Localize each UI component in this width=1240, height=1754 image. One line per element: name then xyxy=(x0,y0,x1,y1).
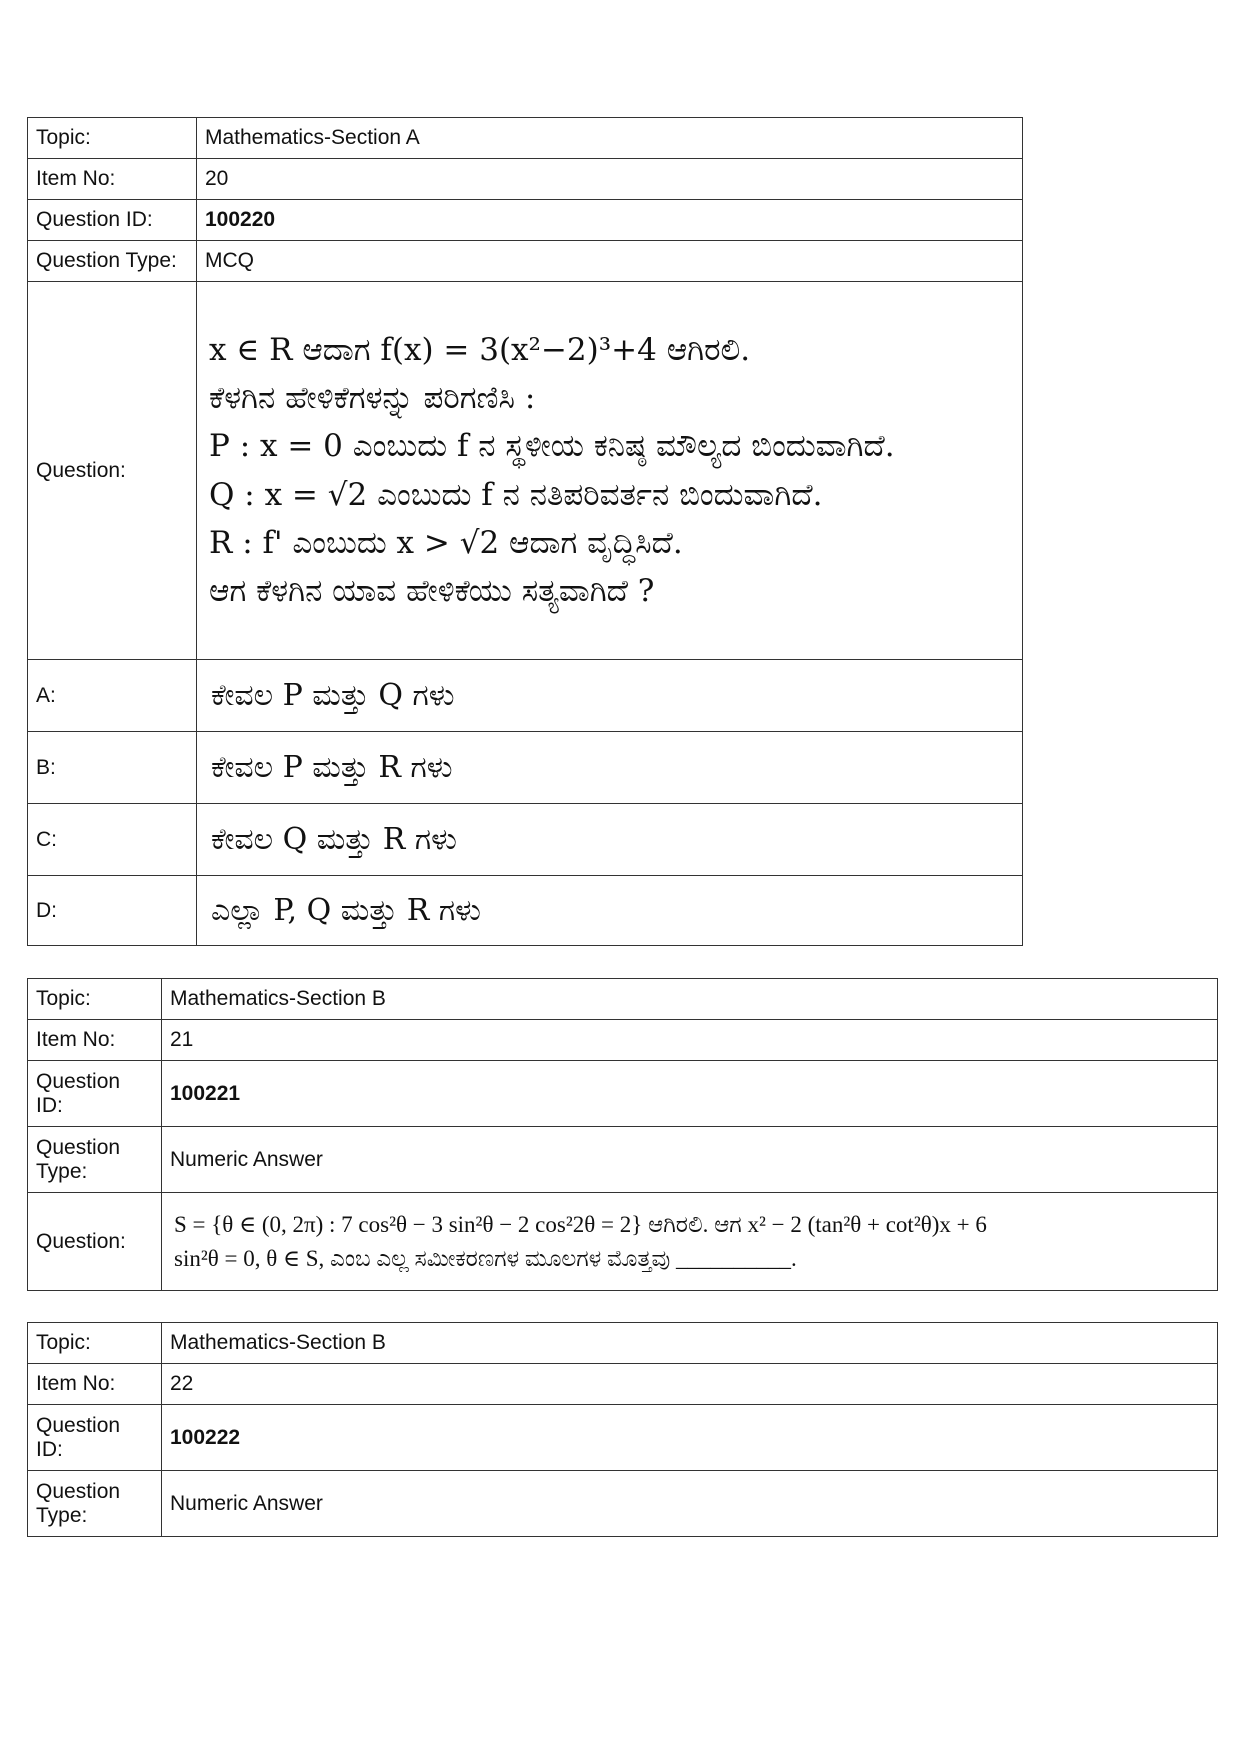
question-line: P : x = 0 ಎಂಬುದು f ನ ಸ್ಥಳೀಯ ಕನಿಷ್ಠ ಮೌಲ್ಯದ ಬಿಂದುವಾಗಿದೆ. xyxy=(209,428,895,465)
question-type-label: Question Type: xyxy=(28,1471,162,1537)
item-no-label: Item No: xyxy=(28,1364,162,1405)
item-no-value: 22 xyxy=(162,1364,1218,1405)
topic-value: Mathematics-Section A xyxy=(197,118,1023,159)
option-a-label: A: xyxy=(28,660,197,732)
question-type-value: Numeric Answer xyxy=(162,1127,1218,1193)
item-no-value: 21 xyxy=(162,1020,1218,1061)
question-table-20 xyxy=(27,117,1023,946)
question-label: Question: xyxy=(28,282,197,660)
topic-value: Mathematics-Section B xyxy=(162,1323,1218,1364)
option-d-label: D: xyxy=(28,876,197,946)
question-line: ಕೆಳಗಿನ ಹೇಳಿಕೆಗಳನ್ನು ಪರಿಗಣಿಸಿ : xyxy=(209,380,536,417)
question-type-label: Question Type: xyxy=(28,1127,162,1193)
topic-label: Topic: xyxy=(28,1323,162,1364)
option-c-text: ಕೇವಲ Q ಮತ್ತು R ಗಳು xyxy=(197,804,1023,876)
question-label: Question: xyxy=(28,1193,162,1291)
question-id-label: Question ID: xyxy=(28,200,197,241)
topic-label: Topic: xyxy=(28,979,162,1020)
topic-label: Topic: xyxy=(28,118,197,159)
question-type-value: Numeric Answer xyxy=(162,1471,1218,1537)
question-id-value: 100222 xyxy=(162,1405,1218,1471)
question-type-label: Question Type: xyxy=(28,241,197,282)
question-body xyxy=(162,1193,1218,1291)
question-line: Q : x = √2 ಎಂಬುದು f ನ ನತಿಪರಿವರ್ತನ ಬಿಂದುವಾಗಿದೆ. xyxy=(209,476,823,513)
question-id-label: Question ID: xyxy=(28,1061,162,1127)
question-id-value: 100220 xyxy=(197,200,1023,241)
question-line: x ∈ R ಆದಾಗ f(x) = 3(x²−2)³+4 ಆಗಿರಲಿ. xyxy=(209,332,751,369)
question-line: sin²θ = 0, θ ∈ S, ಎಂಬ ಎಲ್ಲ ಸಮೀಕರಣಗಳ ಮೂಲಗಳ ಮೊತ್ತವು __________. xyxy=(174,1245,797,1271)
question-body xyxy=(197,282,1023,660)
option-b-text: ಕೇವಲ P ಮತ್ತು R ಗಳು xyxy=(197,732,1023,804)
item-no-label: Item No: xyxy=(28,159,197,200)
question-line: S = {θ ∈ (0, 2π) : 7 cos²θ − 3 sin²θ − 2 cos²2θ = 2} ಆಗಿರಲಿ. ಆಗ x² − 2 (tan²θ + cot²θ)x + 6 xyxy=(174,1212,987,1238)
question-table-22 xyxy=(27,1322,1218,1537)
option-a-text: ಕೇವಲ P ಮತ್ತು Q ಗಳು xyxy=(197,660,1023,732)
option-c-label: C: xyxy=(28,804,197,876)
question-id-value: 100221 xyxy=(162,1061,1218,1127)
question-line: ಆಗ ಕೆಳಗಿನ ಯಾವ ಹೇಳಿಕೆಯು ಸತ್ಯವಾಗಿದೆ ? xyxy=(209,572,655,609)
item-no-label: Item No: xyxy=(28,1020,162,1061)
item-no-value: 20 xyxy=(197,159,1023,200)
question-line: R : f' ಎಂಬುದು x > √2 ಆದಾಗ ವೃದ್ಧಿಸಿದೆ. xyxy=(209,524,683,561)
question-id-label: Question ID: xyxy=(28,1405,162,1471)
option-d-text: ಎಲ್ಲಾ P, Q ಮತ್ತು R ಗಳು xyxy=(197,876,1023,946)
question-type-value: MCQ xyxy=(197,241,1023,282)
topic-value: Mathematics-Section B xyxy=(162,979,1218,1020)
question-table-21 xyxy=(27,978,1218,1291)
option-b-label: B: xyxy=(28,732,197,804)
